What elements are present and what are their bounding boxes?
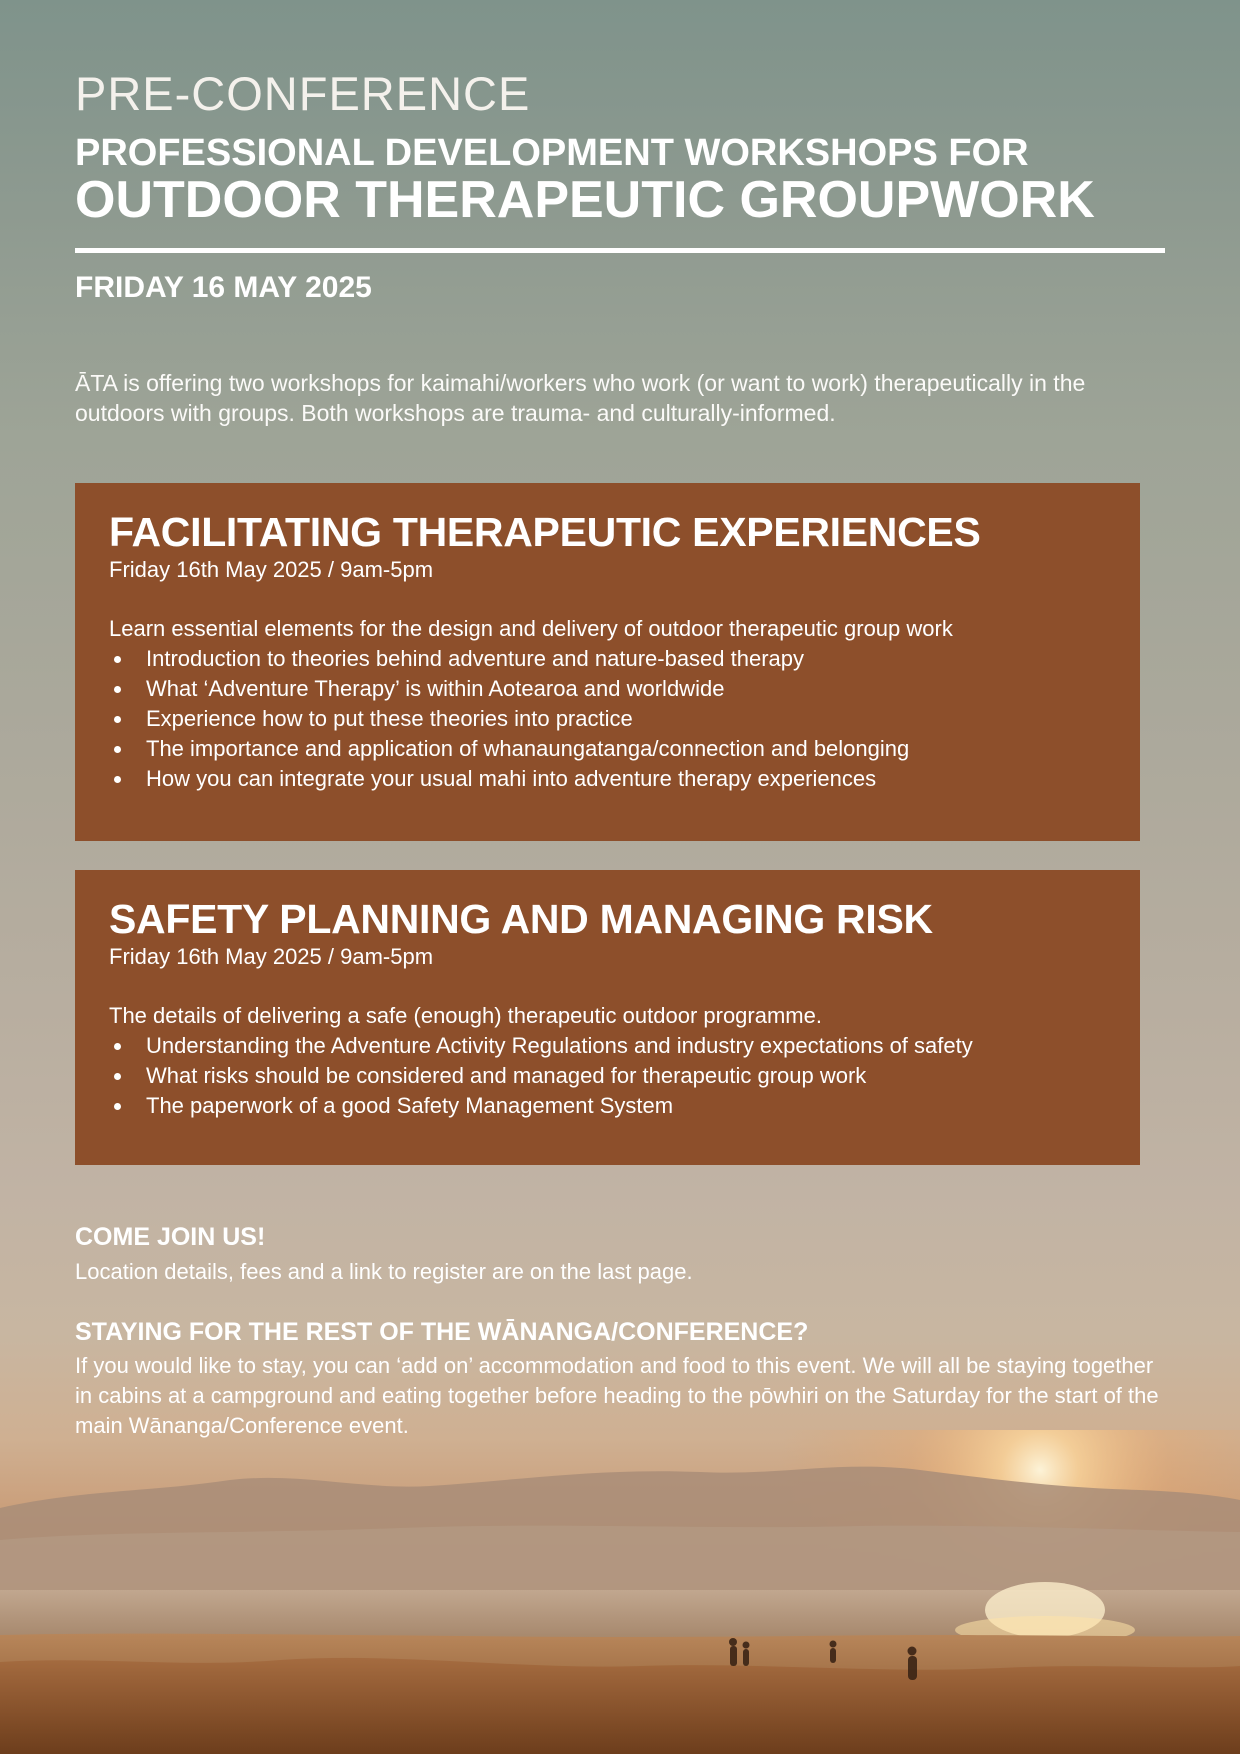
bullet-item: Understanding the Adventure Activity Regulations and industry expectations of safety xyxy=(109,1031,1106,1061)
workshop-date: Friday 16th May 2025 / 9am-5pm xyxy=(109,557,434,583)
event-date: FRIDAY 16 MAY 2025 xyxy=(75,271,372,304)
workshop-bullet-list xyxy=(109,644,1106,794)
bullet-item: Introduction to theories behind adventure and nature-based therapy xyxy=(109,644,1106,674)
workshop-title: SAFETY PLANNING AND MANAGING RISK xyxy=(109,896,933,942)
stay-heading: STAYING FOR THE REST OF THE WĀNANGA/CONFERENCE? xyxy=(75,1318,809,1346)
workshop-panel-facilitating xyxy=(75,483,1140,841)
bullet-item: What ‘Adventure Therapy’ is within Aotearoa and worldwide xyxy=(109,674,1106,704)
title-divider xyxy=(75,248,1165,253)
workshop-intro: The details of delivering a safe (enough) therapeutic outdoor programme. xyxy=(109,1003,822,1029)
bullet-item: What risks should be considered and managed for therapeutic group work xyxy=(109,1061,1106,1091)
intro-paragraph: ĀTA is offering two workshops for kaimahi/workers who work (or want to work) therapeutically in the outdoors with groups. Both workshops are trauma- and culturally-informed. xyxy=(75,370,1086,426)
join-text: Location details, fees and a link to register are on the last page. xyxy=(75,1259,693,1284)
page-title-line1: PROFESSIONAL DEVELOPMENT WORKSHOPS FOR xyxy=(75,132,1029,174)
bullet-item: The paperwork of a good Safety Management System xyxy=(109,1091,1106,1121)
page-title-line2: OUTDOOR THERAPEUTIC GROUPWORK xyxy=(75,171,1095,229)
stay-text: If you would like to stay, you can ‘add on’ accommodation and food to this event. We will all be staying together in cabins at a campground and eating together before heading to the pōwhiri on the Saturday for the start of the main Wānanga/Conference event. xyxy=(75,1353,1159,1438)
workshop-date: Friday 16th May 2025 / 9am-5pm xyxy=(109,944,434,970)
beach-sunset-photo xyxy=(0,1430,1240,1754)
workshop-panel-safety xyxy=(75,870,1140,1165)
bullet-item: Experience how to put these theories into practice xyxy=(109,704,1106,734)
bullet-item: How you can integrate your usual mahi into adventure therapy experiences xyxy=(109,764,1106,794)
workshop-intro: Learn essential elements for the design and delivery of outdoor therapeutic group work xyxy=(109,616,953,642)
workshop-bullet-list xyxy=(109,1031,1106,1121)
join-heading: COME JOIN US! xyxy=(75,1223,266,1251)
workshop-title: FACILITATING THERAPEUTIC EXPERIENCES xyxy=(109,509,981,555)
pre-conference-label: PRE-CONFERENCE xyxy=(75,67,531,120)
bullet-item: The importance and application of whanaungatanga/connection and belonging xyxy=(109,734,1106,764)
